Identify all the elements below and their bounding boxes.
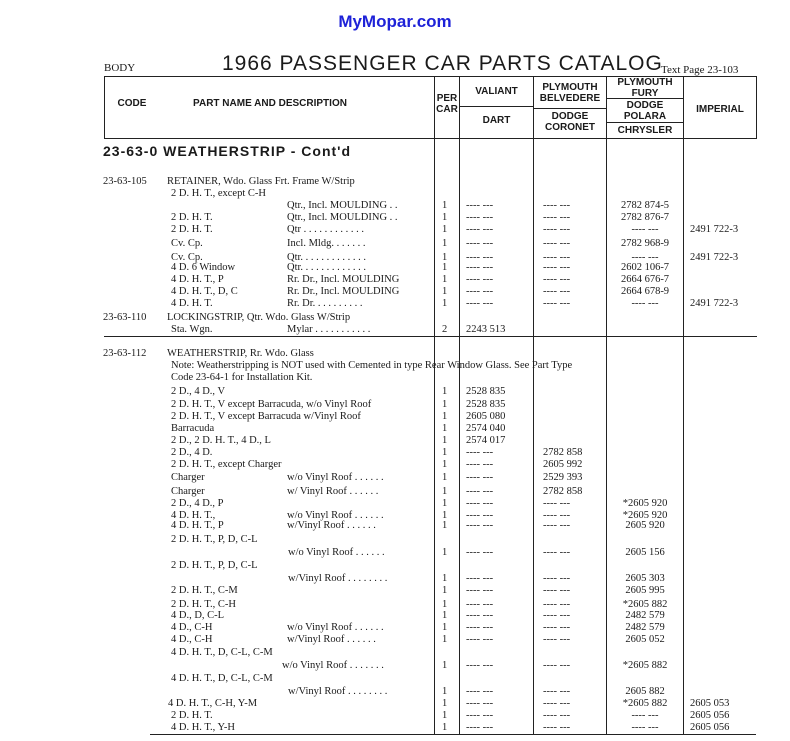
col-part-header: PART NAME AND DESCRIPTION	[193, 98, 347, 109]
belvedere-coronet-part: ---- ---	[543, 498, 571, 509]
text-page-ref: Text Page 23-103	[661, 64, 739, 76]
valiant-dart-part: 2243 513	[466, 324, 506, 335]
fury-polara-chrysler-part: 2605 920	[625, 520, 665, 531]
belvedere-coronet-part: ---- ---	[543, 510, 571, 521]
qty-per-car: 1	[442, 224, 448, 235]
part-description: Rr. Dr. . . . . . . . . .	[287, 298, 363, 309]
belvedere-coronet-part: ---- ---	[543, 212, 571, 223]
part-name: 4 D. H. T., D, C	[171, 286, 238, 297]
part-name: RETAINER, Wdo. Glass Frt. Frame W/Strip	[167, 176, 355, 187]
fury-polara-chrysler-part: ---- ---	[631, 298, 659, 309]
qty-per-car: 1	[442, 698, 448, 709]
fury-polara-chrysler-part: 2605 156	[625, 547, 665, 558]
part-description: w/o Vinyl Roof . . . . . .	[288, 547, 385, 558]
belvedere-coronet-part: 2782 858	[543, 486, 583, 497]
part-name: Charger	[171, 486, 205, 497]
belvedere-coronet-part: ---- ---	[543, 200, 571, 211]
qty-per-car: 1	[442, 200, 448, 211]
valiant-dart-part: ---- ---	[466, 224, 494, 235]
qty-per-car: 1	[442, 423, 448, 434]
part-name: 2 D. H. T., except C-H	[171, 188, 266, 199]
qty-per-car: 2	[442, 324, 448, 335]
qty-per-car: 1	[442, 622, 448, 633]
part-name: 2 D., 4 D.	[171, 447, 213, 458]
imperial-part: 2605 053	[690, 698, 730, 709]
part-description: w/o Vinyl Roof . . . . . .	[287, 510, 384, 521]
valiant-dart-part: ---- ---	[466, 520, 494, 531]
valiant-dart-part: ---- ---	[466, 298, 494, 309]
belvedere-coronet-part: ---- ---	[543, 298, 571, 309]
qty-per-car: 1	[442, 599, 448, 610]
belvedere-coronet-part: ---- ---	[543, 585, 571, 596]
qty-per-car: 1	[442, 610, 448, 621]
valiant-dart-part: ---- ---	[466, 212, 494, 223]
belvedere-coronet-part: ---- ---	[543, 686, 571, 697]
valiant-dart-part: 2528 835	[466, 399, 506, 410]
section-heading: 23-63-0 WEATHERSTRIP - Cont'd	[103, 143, 352, 159]
valiant-dart-part: ---- ---	[466, 599, 494, 610]
part-name: 4 D. H. T., C-H, Y-M	[168, 698, 258, 709]
belvedere-coronet-part: ---- ---	[543, 698, 571, 709]
part-code: 23-63-112	[103, 348, 147, 359]
col-belvedere-header: PLYMOUTH BELVEDERE	[539, 82, 601, 104]
part-name: Cv. Cp.	[171, 252, 203, 263]
part-name: 4 D. H. T., D, C-L, C-M	[171, 673, 273, 684]
fury-polara-chrysler-part: ---- ---	[631, 252, 659, 263]
col-dart-header: DART	[482, 115, 511, 126]
qty-per-car: 1	[442, 386, 448, 397]
fury-polara-chrysler-part: *2605 882	[622, 599, 668, 610]
valiant-dart-part: ---- ---	[466, 238, 494, 249]
part-description: w/o Vinyl Roof . . . . . .	[287, 472, 384, 483]
belvedere-coronet-part: ---- ---	[543, 520, 571, 531]
belvedere-coronet-part: ---- ---	[543, 710, 571, 721]
fury-polara-chrysler-part: 2782 968-9	[620, 238, 670, 249]
belvedere-coronet-part: ---- ---	[543, 599, 571, 610]
part-description: Rr. Dr., Incl. MOULDING	[287, 274, 400, 285]
valiant-dart-part: ---- ---	[466, 286, 494, 297]
valiant-dart-part: ---- ---	[466, 510, 494, 521]
qty-per-car: 1	[442, 459, 448, 470]
qty-per-car: 1	[442, 660, 448, 671]
body-label: BODY	[104, 62, 136, 74]
part-name: LOCKINGSTRIP, Qtr. Wdo. Glass W/Strip	[167, 312, 351, 323]
part-description: Qtr. . . . . . . . . . . . .	[287, 262, 367, 273]
valiant-dart-part: ---- ---	[466, 447, 494, 458]
belvedere-coronet-part: ---- ---	[543, 274, 571, 285]
part-name: 2 D. H. T., V except Barracuda w/Vinyl Roof	[171, 411, 361, 422]
valiant-dart-part: ---- ---	[466, 622, 494, 633]
valiant-dart-part: ---- ---	[466, 200, 494, 211]
qty-per-car: 1	[442, 547, 448, 558]
imperial-part: 2605 056	[690, 710, 730, 721]
part-code: 23-63-105	[103, 176, 147, 187]
part-name: Sta. Wgn.	[171, 324, 213, 335]
part-name: 4 D. H. T.	[171, 298, 213, 309]
part-name: 2 D. H. T., except Charger	[171, 459, 282, 470]
fury-polara-chrysler-part: 2605 882	[625, 686, 665, 697]
qty-per-car: 1	[442, 634, 448, 645]
qty-per-car: 1	[442, 498, 448, 509]
part-name: Cv. Cp.	[171, 238, 203, 249]
part-description: w/Vinyl Roof . . . . . .	[287, 520, 376, 531]
qty-per-car: 1	[442, 435, 448, 446]
belvedere-coronet-part: ---- ---	[543, 722, 571, 733]
part-description: Qtr. . . . . . . . . . . . .	[287, 252, 367, 263]
belvedere-coronet-part: ---- ---	[543, 286, 571, 297]
valiant-dart-part: ---- ---	[466, 722, 494, 733]
qty-per-car: 1	[442, 585, 448, 596]
belvedere-coronet-part: 2782 858	[543, 447, 583, 458]
qty-per-car: 1	[442, 399, 448, 410]
part-name: 4 D., C-H	[171, 634, 213, 645]
col-valiant-header: VALIANT	[475, 86, 518, 97]
part-name: 4 D. H. T.,	[171, 510, 216, 521]
fury-polara-chrysler-part: 2482 579	[625, 622, 665, 633]
qty-per-car: 1	[442, 252, 448, 263]
valiant-dart-part: ---- ---	[466, 486, 494, 497]
belvedere-coronet-part: 2529 393	[543, 472, 583, 483]
part-name: Charger	[171, 472, 205, 483]
fury-polara-chrysler-part: 2605 995	[625, 585, 665, 596]
imperial-part: 2605 056	[690, 722, 730, 733]
valiant-dart-part: ---- ---	[466, 472, 494, 483]
part-name: 4 D. H. T., Y-H	[171, 722, 235, 733]
fury-polara-chrysler-part: ---- ---	[631, 224, 659, 235]
part-name: 2 D. H. T., V except Barracuda, w/o Vinyl Roof	[171, 399, 372, 410]
valiant-dart-part: ---- ---	[466, 686, 494, 697]
part-name: 2 D. H. T.	[171, 710, 213, 721]
belvedere-coronet-part: ---- ---	[543, 252, 571, 263]
part-description: Qtr . . . . . . . . . . . .	[287, 224, 364, 235]
fury-polara-chrysler-part: *2605 920	[622, 498, 668, 509]
fury-polara-chrysler-part: 2664 678-9	[620, 286, 670, 297]
valiant-dart-part: ---- ---	[466, 262, 494, 273]
part-name: 4 D. H. T., P	[171, 274, 224, 285]
valiant-dart-part: ---- ---	[466, 634, 494, 645]
valiant-dart-part: ---- ---	[466, 610, 494, 621]
qty-per-car: 1	[442, 722, 448, 733]
part-description: Qtr., Incl. MOULDING . .	[287, 212, 398, 223]
part-description: Qtr., Incl. MOULDING . .	[287, 200, 398, 211]
fury-polara-chrysler-part: 2782 876-7	[620, 212, 670, 223]
qty-per-car: 1	[442, 573, 448, 584]
part-name: 2 D. H. T., P, D, C-L	[171, 534, 258, 545]
qty-per-car: 1	[442, 411, 448, 422]
qty-per-car: 1	[442, 238, 448, 249]
catalog-title: 1966 PASSENGER CAR PARTS CATALOG	[222, 52, 663, 75]
fury-polara-chrysler-part: 2602 106-7	[620, 262, 670, 273]
fury-polara-chrysler-part: *2605 882	[622, 698, 668, 709]
fury-polara-chrysler-part: 2664 676-7	[620, 274, 670, 285]
valiant-dart-part: ---- ---	[466, 710, 494, 721]
part-name: 4 D. H. T., D, C-L, C-M	[171, 647, 273, 658]
part-description: Incl. Mldg. . . . . . .	[287, 238, 366, 249]
col-code-header: CODE	[117, 98, 147, 109]
part-description: w/o Vinyl Roof . . . . . . .	[282, 660, 384, 671]
belvedere-coronet-part: ---- ---	[543, 224, 571, 235]
part-name: Note: Weatherstripping is NOT used with Cemented in type Rear Window Glass. See Part Type	[171, 360, 573, 371]
valiant-dart-part: ---- ---	[466, 498, 494, 509]
imperial-part: 2491 722-3	[690, 224, 739, 235]
qty-per-car: 1	[442, 212, 448, 223]
fury-polara-chrysler-part: 2605 303	[625, 573, 665, 584]
qty-per-car: 1	[442, 686, 448, 697]
valiant-dart-part: ---- ---	[466, 274, 494, 285]
fury-polara-chrysler-part: *2605 920	[622, 510, 668, 521]
part-name: 2 D. H. T.	[171, 212, 213, 223]
fury-polara-chrysler-part: ---- ---	[631, 710, 659, 721]
part-name: 2 D., 4 D., V	[171, 386, 226, 397]
belvedere-coronet-part: ---- ---	[543, 622, 571, 633]
qty-per-car: 1	[442, 286, 448, 297]
part-description: w/ Vinyl Roof . . . . . .	[287, 486, 379, 497]
belvedere-coronet-part: ---- ---	[543, 634, 571, 645]
part-code: 23-63-110	[103, 312, 147, 323]
part-name: 4 D. H. T., P	[171, 520, 224, 531]
part-description: w/Vinyl Roof . . . . . .	[287, 634, 376, 645]
qty-per-car: 1	[442, 298, 448, 309]
valiant-dart-part: ---- ---	[466, 459, 494, 470]
part-description: Mylar . . . . . . . . . . .	[287, 324, 371, 335]
part-name: 4 D. 6 Window	[171, 262, 236, 273]
fury-polara-chrysler-part: 2482 579	[625, 610, 665, 621]
part-description: w/Vinyl Roof . . . . . . . .	[288, 573, 388, 584]
fury-polara-chrysler-part: *2605 882	[622, 660, 668, 671]
part-name: 2 D., 4 D., P	[171, 498, 224, 509]
valiant-dart-part: ---- ---	[466, 573, 494, 584]
belvedere-coronet-part: ---- ---	[543, 547, 571, 558]
part-name: Code 23-64-1 for Installation Kit.	[171, 372, 313, 383]
belvedere-coronet-part: ---- ---	[543, 262, 571, 273]
valiant-dart-part: ---- ---	[466, 660, 494, 671]
qty-per-car: 1	[442, 710, 448, 721]
part-description: w/Vinyl Roof . . . . . . . .	[288, 686, 388, 697]
qty-per-car: 1	[442, 520, 448, 531]
col-chrysler-header: CHRYSLER	[617, 125, 673, 136]
valiant-dart-part: 2574 017	[466, 435, 506, 446]
part-name: 2 D. H. T., C-M	[171, 585, 238, 596]
fury-polara-chrysler-part: 2605 052	[625, 634, 665, 645]
part-name: 2 D. H. T., P, D, C-L	[171, 560, 258, 571]
valiant-dart-part: ---- ---	[466, 547, 494, 558]
part-name: 2 D. H. T.	[171, 224, 213, 235]
part-description: Rr. Dr., Incl. MOULDING	[287, 286, 400, 297]
valiant-dart-part: 2574 040	[466, 423, 506, 434]
col-fury-header: PLYMOUTH FURY	[617, 77, 673, 99]
part-name: 4 D., D, C-L	[171, 610, 225, 621]
col-coronet-header: DODGE CORONET	[545, 111, 595, 133]
qty-per-car: 1	[442, 486, 448, 497]
qty-per-car: 1	[442, 472, 448, 483]
valiant-dart-part: 2528 835	[466, 386, 506, 397]
part-name: 2 D., 2 D. H. T., 4 D., L	[171, 435, 271, 446]
fury-polara-chrysler-part: ---- ---	[631, 722, 659, 733]
valiant-dart-part: ---- ---	[466, 252, 494, 263]
belvedere-coronet-part: ---- ---	[543, 610, 571, 621]
belvedere-coronet-part: ---- ---	[543, 238, 571, 249]
part-name: 2 D. H. T., C-H	[171, 599, 236, 610]
valiant-dart-part: ---- ---	[466, 585, 494, 596]
qty-per-car: 1	[442, 274, 448, 285]
belvedere-coronet-part: 2605 992	[543, 459, 583, 470]
imperial-part: 2491 722-3	[690, 252, 739, 263]
fury-polara-chrysler-part: 2782 874-5	[620, 200, 670, 211]
imperial-part: 2491 722-3	[690, 298, 739, 309]
col-percar-header: PER CAR	[436, 93, 458, 115]
belvedere-coronet-part: ---- ---	[543, 573, 571, 584]
qty-per-car: 1	[442, 262, 448, 273]
qty-per-car: 1	[442, 447, 448, 458]
qty-per-car: 1	[442, 510, 448, 521]
part-name: Barracuda	[171, 423, 215, 434]
part-name: 4 D., C-H	[171, 622, 213, 633]
belvedere-coronet-part: ---- ---	[543, 660, 571, 671]
valiant-dart-part: ---- ---	[466, 698, 494, 709]
col-imperial-header: IMPERIAL	[696, 104, 744, 115]
site-watermark: MyMopar.com	[338, 12, 452, 31]
part-description: w/o Vinyl Roof . . . . . .	[287, 622, 384, 633]
col-polara-header: DODGE POLARA	[623, 100, 667, 122]
valiant-dart-part: 2605 080	[466, 411, 506, 422]
part-name: WEATHERSTRIP, Rr. Wdo. Glass	[167, 348, 314, 359]
